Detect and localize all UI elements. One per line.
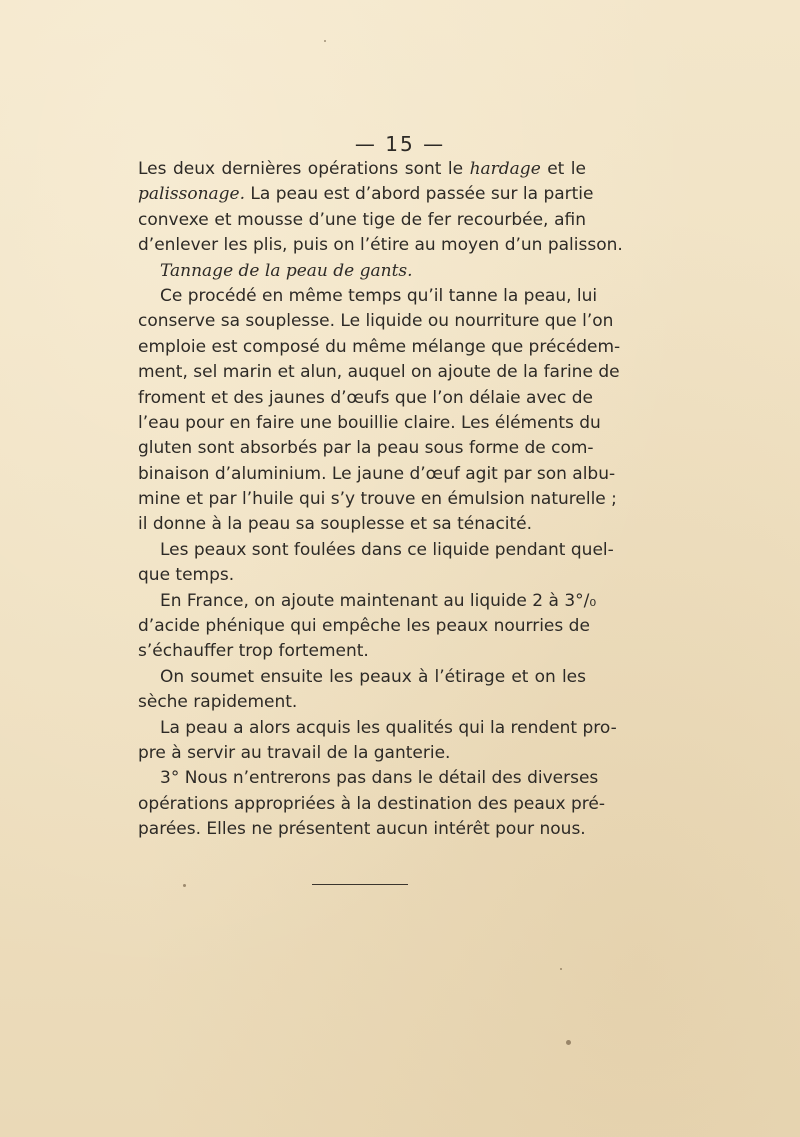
text-run: La peau a alors acquis les qualités qui la rendent pro- — [160, 717, 617, 738]
text-line — [138, 614, 590, 639]
text-line — [138, 665, 586, 690]
text-line — [138, 741, 586, 766]
text-line — [138, 512, 586, 537]
text-run: convexe et mousse d’une tige de fer recourbée, afin — [138, 209, 586, 230]
page-number: — 15 — — [354, 132, 446, 156]
text-line — [138, 360, 620, 385]
text-line — [138, 538, 614, 563]
text-run: emploie est composé du même mélange que précédem- — [138, 336, 621, 357]
text-run: Ce procédé en même temps qu’il tanne la peau, lui — [160, 285, 598, 306]
italic-text-run: Tannage de la peau de gants. — [160, 260, 413, 281]
text-run: que temps. — [138, 565, 235, 586]
paper-speck — [324, 40, 326, 42]
text-line — [138, 436, 594, 461]
text-line — [138, 792, 606, 817]
text-line — [138, 208, 586, 233]
body-text — [138, 157, 623, 843]
text-run: froment et des jaunes d’œufs que l’on délaie avec de — [138, 387, 593, 408]
text-line — [138, 589, 597, 614]
text-line — [138, 563, 586, 588]
text-run: mine et par l’huile qui s’y trouve en émulsion naturelle ; — [138, 489, 617, 510]
text-line — [138, 259, 586, 284]
text-run: s’échauffer trop fortement. — [138, 641, 369, 662]
paper-speck — [560, 968, 562, 970]
text-line — [138, 462, 616, 487]
text-run: d’acide phénique qui empêche les peaux nourries de — [138, 616, 590, 637]
text-run: conserve sa souplesse. Le liquide ou nourriture que l’on — [138, 311, 614, 332]
text-run: parées. Elles ne présentent aucun intérêt pour nous. — [138, 819, 586, 840]
text-line — [138, 411, 601, 436]
text-run: 3° Nous n’entrerons pas dans le détail des diverses — [160, 768, 599, 789]
text-line — [138, 766, 599, 791]
text-run: On soumet ensuite les peaux à l’étirage et on les — [160, 666, 586, 687]
text-run: gluten sont absorbés par la peau sous forme de com- — [138, 438, 594, 459]
text-run: pre à servir au travail de la ganterie. — [138, 742, 451, 763]
text-line — [138, 182, 594, 207]
text-run: En France, on ajoute maintenant au liquide 2 à 3°/₀ — [160, 590, 597, 611]
text-run: l’eau pour en faire une bouillie claire. Les éléments du — [138, 412, 601, 433]
end-rule — [312, 884, 408, 885]
text-run: binaison d’aluminium. Le jaune d’œuf agit par son albu- — [138, 463, 616, 484]
text-line — [138, 487, 617, 512]
text-run: Les peaux sont foulées dans ce liquide pendant quel- — [160, 539, 614, 560]
text-run: et le — [540, 159, 586, 179]
text-run: ment, sel marin et alun, auquel on ajoute de la farine de — [138, 362, 620, 383]
text-run: opérations appropriées à la destination des peaux pré- — [138, 793, 606, 814]
text-line — [138, 386, 593, 411]
text-line — [138, 157, 586, 182]
paper-speck — [566, 1040, 571, 1045]
text-line — [138, 817, 586, 842]
text-run: il donne à la peau sa souplesse et sa ténacité. — [138, 514, 533, 535]
text-line — [138, 233, 623, 258]
text-line — [138, 690, 586, 715]
text-line — [138, 284, 598, 309]
text-run: La peau est d’abord passée sur la partie — [245, 184, 594, 205]
text-run: Les deux dernières opérations sont le — [138, 159, 470, 179]
italic-text-run: palissonage. — [138, 184, 246, 205]
text-run: sèche rapidement. — [138, 692, 298, 713]
text-line — [138, 716, 617, 741]
italic-text-run: hardage — [469, 159, 541, 179]
text-line — [138, 639, 586, 664]
text-line — [138, 335, 621, 360]
paper-speck — [183, 884, 186, 887]
text-line — [138, 309, 614, 334]
text-run: d’enlever les plis, puis on l’étire au moyen d’un palisson. — [138, 235, 623, 256]
